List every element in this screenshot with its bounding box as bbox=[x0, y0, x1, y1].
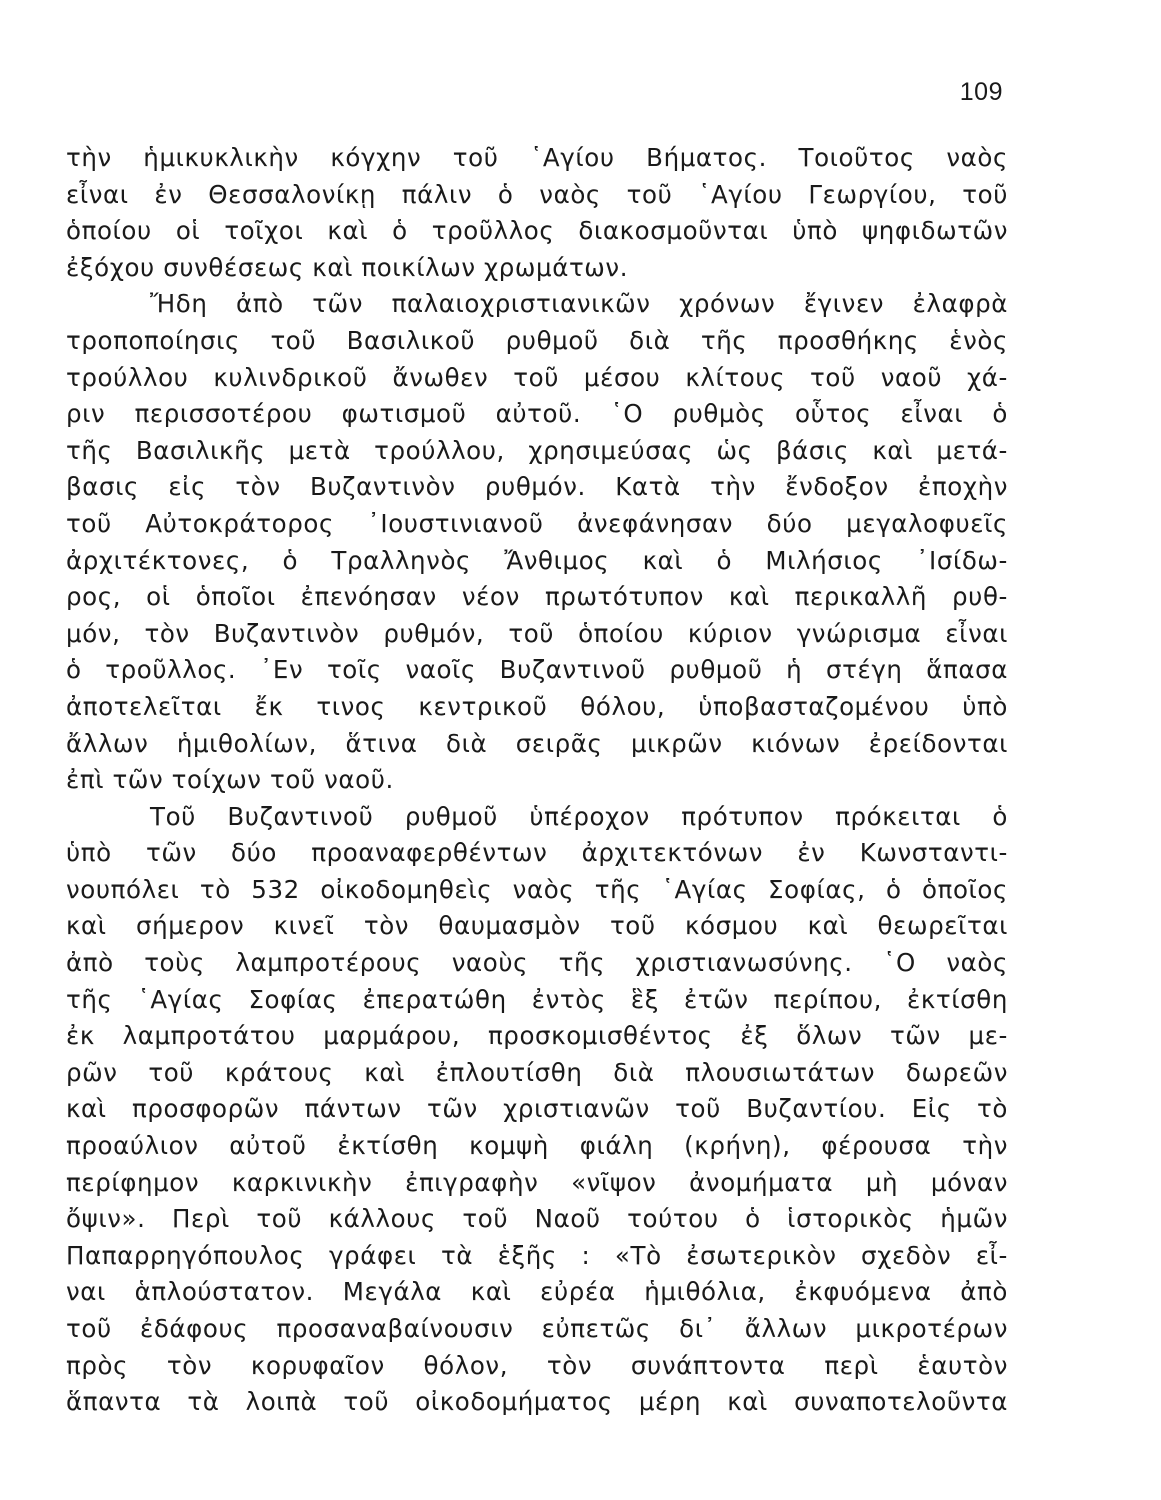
text-line: τὴν ἡμικυκλικὴν κόγχην τοῦ ῾Αγίου Βήματος. Τοιοῦτος ναὸς bbox=[66, 143, 1008, 172]
text-line: τρούλλου κυλινδρικοῦ ἄνωθεν τοῦ μέσου κλίτους τοῦ ναοῦ χά- bbox=[66, 362, 1008, 392]
text-line: ἐκ λαμπροτάτου μαρμάρου, προσκομισθέντος ἐξ ὅλων τῶν με- bbox=[66, 1021, 1008, 1051]
body-text bbox=[66, 140, 1008, 1421]
text-line: Παπαρρηγόπουλος γράφει τὰ ἑξῆς : «Τὸ ἐσωτερικὸν σχεδὸν εἶ- bbox=[66, 1240, 1008, 1270]
text-line: βασις εἰς τὸν Βυζαντινὸν ρυθμόν. Κατὰ τὴν ἔνδοξον ἐποχὴν bbox=[66, 472, 1008, 502]
text-line: ρος, οἱ ὁποῖοι ἐπενόησαν νέον πρωτότυπον καὶ περικαλλῆ ρυθ- bbox=[66, 582, 1008, 612]
text-line: ρῶν τοῦ κράτους καὶ ἐπλουτίσθη διὰ πλουσιωτάτων δωρεῶν bbox=[66, 1057, 1008, 1087]
text-line: Τοῦ Βυζαντινοῦ ρυθμοῦ ὑπέροχον πρότυπον πρόκειται ὁ bbox=[150, 801, 1008, 831]
text-line: τῆς Βασιλικῆς μετὰ τρούλλου, χρησιμεύσας ὡς βάσις καὶ μετά- bbox=[66, 435, 1008, 465]
text-line: ἀποτελεῖται ἔκ τινος κεντρικοῦ θόλου, ὑποβασταζομένου ὑπὸ bbox=[66, 691, 1008, 721]
text-line: ὁποίου οἱ τοῖχοι καὶ ὁ τροῦλλος διακοσμοῦνται ὑπὸ ψηφιδωτῶν bbox=[66, 216, 1008, 246]
text-line: πρὸς τὸν κορυφαῖον θόλον, τὸν συνάπτοντα περὶ ἑαυτὸν bbox=[66, 1350, 1008, 1380]
text-line: τῆς ῾Αγίας Σοφίας ἐπερατώθη ἐντὸς ἓξ ἐτῶν περίπου, ἐκτίσθη bbox=[66, 984, 1008, 1014]
text-line: καὶ προσφορῶν πάντων τῶν χριστιανῶν τοῦ Βυζαντίου. Εἰς τὸ bbox=[66, 1094, 1008, 1124]
text-line: ὑπὸ τῶν δύο προαναφερθέντων ἀρχιτεκτόνων ἐν Κωνσταντι- bbox=[66, 838, 1008, 868]
text-line: ἐξόχου συνθέσεως καὶ ποικίλων χρωμάτων. bbox=[66, 252, 629, 282]
text-line: ἐπὶ τῶν τοίχων τοῦ ναοῦ. bbox=[66, 765, 394, 795]
text-line: εἶναι ἐν Θεσσαλονίκῃ πάλιν ὁ ναὸς τοῦ ῾Αγίου Γεωργίου, τοῦ bbox=[66, 179, 1008, 209]
text-line: περίφημον καρκινικὴν ἐπιγραφὴν «νῖψον ἀνομήματα μὴ μόναν bbox=[66, 1167, 1008, 1197]
text-line: τοῦ Αὐτοκράτορος ᾽Ιουστινιανοῦ ἀνεφάνησαν δύο μεγαλοφυεῖς bbox=[66, 508, 1008, 538]
text-line: ἄλλων ἡμιθολίων, ἅτινα διὰ σειρᾶς μικρῶν κιόνων ἐρείδονται bbox=[66, 728, 1008, 758]
text-line: τοῦ ἐδάφους προσαναβαίνουσιν εὐπετῶς δι᾽ ἄλλων μικροτέρων bbox=[66, 1314, 1008, 1343]
text-line: ὄψιν». Περὶ τοῦ κάλλους τοῦ Ναοῦ τούτου ὁ ἱστορικὸς ἡμῶν bbox=[66, 1204, 1008, 1234]
text-line: νουπόλει τὸ 532 οἰκοδομηθεὶς ναὸς τῆς ῾Αγίας Σοφίας, ὁ ὁποῖος bbox=[66, 874, 1008, 904]
text-line: Ἤδη ἀπὸ τῶν παλαιοχριστιανικῶν χρόνων ἔγινεν ἐλαφρὰ bbox=[150, 289, 1008, 319]
text-line: ἀπὸ τοὺς λαμπροτέρους ναοὺς τῆς χριστιανωσύνης. ῾Ο ναὸς bbox=[66, 948, 1008, 978]
text-line: τροποποίησις τοῦ Βασιλικοῦ ρυθμοῦ διὰ τῆς προσθήκης ἑνὸς bbox=[66, 325, 1008, 355]
text-line: μόν, τὸν Βυζαντινὸν ρυθμόν, τοῦ ὁποίου κύριον γνώρισμα εἶναι bbox=[66, 618, 1008, 648]
text-line: καὶ σήμερον κινεῖ τὸν θαυμασμὸν τοῦ κόσμου καὶ θεωρεῖται bbox=[66, 911, 1008, 941]
page-number: 109 bbox=[959, 78, 1003, 106]
text-line: ἀρχιτέκτονες, ὁ Τραλληνὸς Ἄνθιμος καὶ ὁ Μιλήσιος ᾽Ισίδω- bbox=[66, 545, 1008, 575]
text-line: προαύλιον αὐτοῦ ἐκτίσθη κομψὴ φιάλη (κρήνη), φέρουσα τὴν bbox=[66, 1131, 1008, 1161]
text-line: ναι ἁπλούστατον. Μεγάλα καὶ εὐρέα ἡμιθόλια, ἐκφυόμενα ἀπὸ bbox=[66, 1277, 1008, 1307]
text-line: ἅπαντα τὰ λοιπὰ τοῦ οἰκοδομήματος μέρη καὶ συναποτελοῦντα bbox=[66, 1387, 1008, 1417]
text-line: ριν περισσοτέρου φωτισμοῦ αὐτοῦ. ῾Ο ρυθμὸς οὗτος εἶναι ὁ bbox=[66, 399, 1008, 429]
text-line: ὁ τροῦλλος. ᾽Εν τοῖς ναοῖς Βυζαντινοῦ ρυθμοῦ ἡ στέγη ἅπασα bbox=[66, 655, 1008, 685]
